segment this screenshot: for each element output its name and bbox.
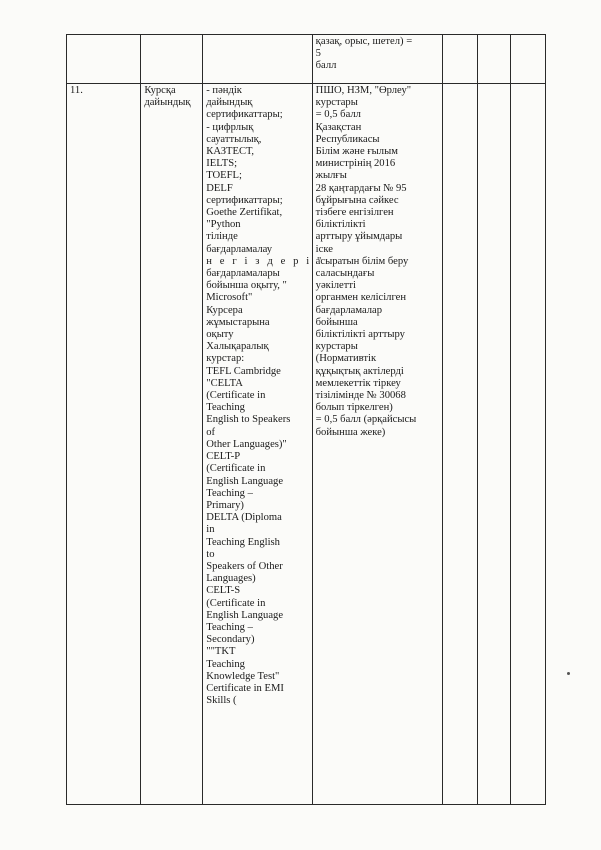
criteria-line: саласындағы: [315, 268, 375, 280]
table-cell-empty: [442, 35, 477, 84]
description-line: Goethe Zertifikat,: [206, 207, 283, 219]
description-line: Курсера: [206, 304, 243, 316]
table-cell-name: [141, 35, 203, 84]
table-row: [67, 84, 546, 805]
criteria-line: іске: [315, 243, 333, 255]
description-line: TOEFL;: [206, 170, 242, 182]
table-cell-empty: [477, 35, 510, 84]
criteria-line: 5: [315, 48, 321, 60]
criteria-line: бойынша: [315, 316, 358, 328]
criteria-line: бойынша жеке): [315, 426, 386, 438]
criteria-line: құқықтық актілерді: [315, 365, 404, 377]
description-line: - цифрлық: [206, 121, 254, 133]
description-line: Teaching: [206, 402, 245, 414]
criteria-line: балл: [315, 60, 337, 72]
criteria-line: органмен келісілген: [315, 292, 407, 304]
table-cell-name: [141, 84, 203, 805]
description-line: бағдарламалау: [206, 243, 273, 255]
description-line: in: [206, 524, 215, 536]
criteria-line: министрінің 2016: [315, 158, 396, 170]
criteria-line: мемлекеттік тіркеу: [315, 377, 401, 389]
criteria-line: арттыру ұйымдары: [315, 231, 403, 243]
description-line: Skills (: [206, 695, 237, 707]
description-line: Other Languages)": [206, 438, 287, 450]
description-line: Microsoft": [206, 292, 253, 304]
criteria-line: Республикасы: [315, 133, 380, 145]
description-line: Knowledge Test": [206, 670, 280, 682]
description-line: сертификаттары;: [206, 194, 283, 206]
description-line: Teaching –: [206, 487, 253, 499]
table-cell-empty: [510, 84, 545, 805]
criteria-line: ПШО, НЗМ, "Өрлеу": [315, 85, 412, 96]
table-cell-criteria: [312, 35, 442, 84]
description-line: Халықаралық: [206, 341, 269, 353]
description-line: Certificate in EMI: [206, 682, 284, 694]
table-cell-number: [67, 35, 141, 84]
table-cell-empty: [477, 84, 510, 805]
criteria-line: жылғы: [315, 170, 347, 182]
description-line: "CELTA: [206, 377, 243, 389]
name-line: дайындық: [144, 97, 191, 109]
description-line: Primary): [206, 499, 244, 511]
description-line: Teaching: [206, 658, 245, 670]
description-line: to: [206, 548, 215, 560]
description-line: of: [206, 426, 216, 438]
table-cell-empty: [442, 84, 477, 805]
description-line: English Language: [206, 609, 284, 621]
description-line: дайындық: [206, 97, 253, 109]
description-line: Languages): [206, 573, 256, 585]
name-line: Курсқа: [144, 85, 176, 96]
description-line: (Certificate in: [206, 390, 266, 402]
criteria-line: (Нормативтік: [315, 353, 377, 365]
criteria-line: = 0,5 балл: [315, 109, 361, 121]
description-line: English to Speakers: [206, 414, 291, 426]
description-line: ""TKT: [206, 646, 236, 658]
description-line: оқыту: [206, 329, 234, 341]
description-line: DELF: [206, 182, 233, 194]
description-line: CELT-P: [206, 451, 241, 463]
description-line: КАЗТЕСТ,: [206, 146, 255, 158]
criteria-line: тізілімінде № 30068: [315, 390, 406, 402]
description-line: DELTA (Diploma: [206, 512, 282, 524]
criteria-line: курстары: [315, 341, 358, 353]
table-row: [67, 35, 546, 84]
description-line: бағдарламалары: [206, 268, 280, 280]
criteria-line: уәкілетті: [315, 280, 356, 292]
description-line: IELTS;: [206, 158, 238, 170]
description-line: CELT-S: [206, 585, 241, 597]
criteria-line: = 0,5 балл (әрқайсысы: [315, 414, 417, 426]
description-line: сертификаттары;: [206, 109, 283, 121]
description-line: (Certificate in: [206, 597, 266, 609]
criteria-line: асыратын білім беру: [315, 255, 409, 267]
criteria-line: 28 қаңтардағы № 95: [315, 182, 407, 194]
criteria-line: бағдарламалар: [315, 304, 383, 316]
table-cell-empty: [510, 35, 545, 84]
description-line: Teaching English: [206, 536, 280, 548]
criteria-line: бұйрығына сәйкес: [315, 194, 399, 206]
criteria-line: Білім және ғылым: [315, 146, 398, 158]
description-line: жұмыстарына: [206, 316, 270, 328]
description-line: English Language: [206, 475, 284, 487]
criteria-line: біліктілікті арттыру: [315, 329, 405, 341]
description-line: TEFL Cambridge: [206, 365, 281, 377]
criteria-line: тізбеге енгізілген: [315, 207, 394, 219]
criteria-line: қазақ, орыс, шетел) =: [315, 36, 413, 47]
description-line: бойынша оқыту, ": [206, 280, 287, 292]
criteria-line: курстары: [315, 97, 358, 109]
criteria-table: [66, 34, 546, 805]
description-line: Secondary): [206, 634, 255, 646]
table-cell-criteria: [312, 84, 442, 805]
criteria-line: болып тіркелген): [315, 402, 393, 414]
table-cell-number: [67, 84, 141, 805]
description-line: тілінде: [206, 231, 238, 243]
description-line: Speakers of Other: [206, 560, 283, 572]
table-cell-description: [203, 35, 312, 84]
description-line: - пәндік: [206, 85, 242, 96]
row-number: 11.: [70, 85, 83, 96]
description-line: курстар:: [206, 353, 245, 365]
criteria-line: Қазақстан: [315, 121, 362, 133]
description-line: (Certificate in: [206, 463, 266, 475]
scan-speck: [567, 672, 570, 675]
description-line: Teaching –: [206, 621, 253, 633]
description-line: н е г і з д е р і ": [206, 255, 324, 267]
description-line: "Python: [206, 219, 241, 231]
criteria-line: біліктілікті: [315, 219, 366, 231]
description-line: сауаттылық,: [206, 133, 262, 145]
